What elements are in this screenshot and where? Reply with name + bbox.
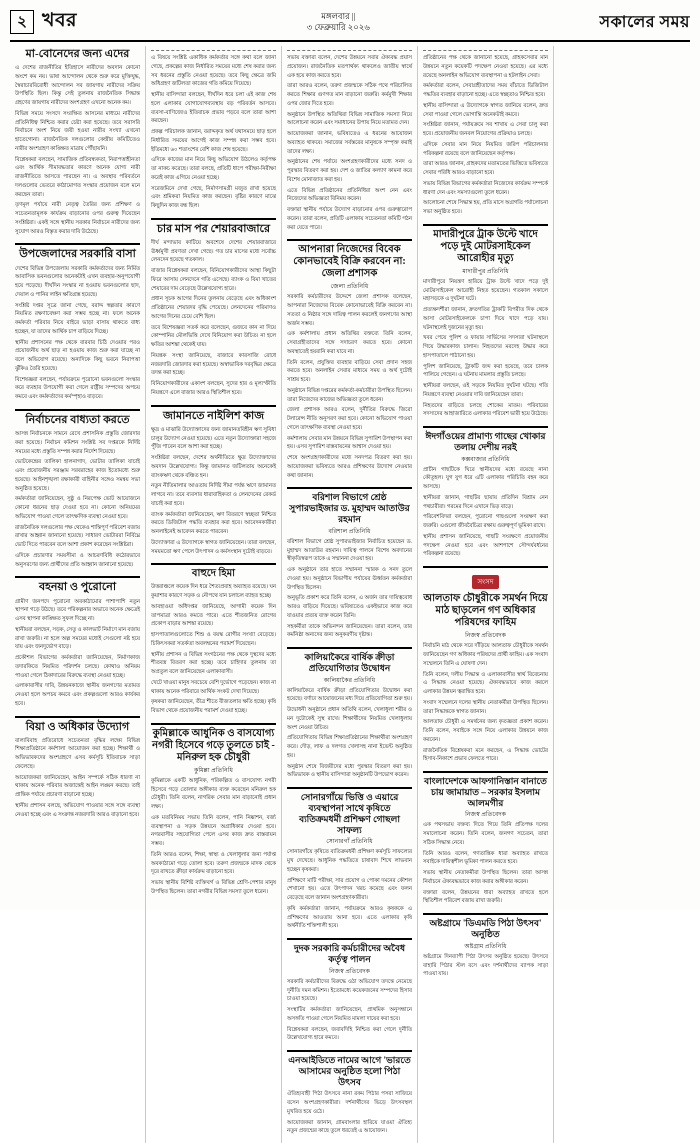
article-body <box>151 239 276 398</box>
article-byline: মাদারীপুর প্রতিনিধি <box>462 267 509 275</box>
article-paragraph: ঐতিহ্যবাহী পিঠা উৎসবে নানা রকম পিঠার পসরা সাজিয়ে বসেন অংশগ্রহণকারীরা। দর্শনার্থীদের ভিড়ে উৎসবস্থল মুখরিত হয়ে ওঠে। <box>287 1091 412 1115</box>
article-body <box>423 953 548 979</box>
article-paragraph: নির্বাচনি মাঠ থেকে সরে দাঁড়িয়ে আলতাফ চৌধুরীকে সমর্থন জানিয়েছেন গণ অধিকার পরিষদের প্রার্থী ফাহিম। এক সংবাদ সম্মেলনে তিনি এ ঘোষণা দেন। <box>423 643 548 667</box>
article <box>287 787 412 931</box>
section-divider <box>423 426 548 428</box>
article <box>287 487 412 640</box>
article-paragraph: সরকারি কর্মচারীদের উদ্দেশে জেলা প্রশাসক বলেছেন, আপনারা নিজেদের বিবেক কোনোভাবেই বিক্রি করবেন না। সততা ও নিষ্ঠার সঙ্গে দায়িত্ব পালন করলেই জনগণের আস্থা অর্জন সম্ভব। <box>287 294 412 327</box>
section-divider <box>423 224 548 226</box>
article-paragraph: সভায় বিভিন্ন বিভাগের কর্মকর্তারা নিজেদের কার্যক্রম সম্পর্কে ধারণা দেন এবং সমস্যাগুলো তুলে ধরেন। <box>423 180 548 196</box>
article-paragraph: গ্রামীণ জনপদে পুরোনো অবকাঠামোর পাশাপাশি নতুন স্থাপনা গড়ে উঠছে। তবে পরিকল্পনার অভাবে অনেক ক্ষেত্রেই এসব স্থাপনা কাঙ্ক্ষিত সুফল দিচ্ছে না। <box>15 598 140 622</box>
article-paragraph: তবে বিশেষজ্ঞরা সতর্ক করে বলেছেন, গুজবে কান না দিয়ে কোম্পানির মৌলভিত্তি দেখে বিনিয়োগ করা উচিত। না হলে ক্ষতির আশঙ্কা থেকেই যায়। <box>151 324 276 349</box>
article-paragraph: খবর পেয়ে পুলিশ ও ফায়ার সার্ভিসের সদস্যরা ঘটনাস্থলে গিয়ে উদ্ধারকাজ চালান। নিহতদের মরদেহ উদ্ধার করে হাসপাতালে পাঠানো হয়। <box>423 335 548 359</box>
article-byline: কালিয়াকৈর প্রতিনিধি <box>323 676 376 684</box>
article-paragraph: তারা আরও জানান, গ্রাহকদের মতামতের ভিত্তিতে ভবিষ্যতে সেবার পরিধি আরও বাড়ানো হবে। <box>423 161 548 176</box>
article-paragraph: সভায় বক্তারা বলেন, দেশের উন্নয়নে সবার ঐক্যবদ্ধ প্রয়াস প্রয়োজন। রাজনৈতিক মতপার্থক্য থাকলেও জাতীয় স্বার্থে এক হয়ে কাজ করতে হবে। <box>287 55 412 79</box>
section-divider <box>15 243 140 245</box>
article <box>287 647 412 780</box>
column-3 <box>282 46 418 1143</box>
article-paragraph: তিনি বলেন, দলীয় সিদ্ধান্ত ও এলাকাবাসীর স্বার্থ বিবেচনায় এ সিদ্ধান্ত নেওয়া হয়েছে। ঐক্যবদ্ধভাবে কাজ করলে এলাকার উন্নয়ন ত্বরান্বিত হবে। <box>423 671 548 696</box>
article-paragraph: উদ্বোধনী অনুষ্ঠানে প্রধান অতিথি বলেন, খেলাধুলা শরীর ও মন দুটোকেই সুস্থ রাখে। শিক্ষার্থীদের নিয়মিত খেলাধুলায় অংশ নেওয়া উচিত। <box>287 707 412 731</box>
article-body <box>15 64 140 236</box>
article-body <box>151 426 276 557</box>
article-paragraph: এ দেশের রাজনীতির ইতিহাসে নারীদের অবদান কোনো অংশে কম নয়। ভাষা আন্দোলন থেকে শুরু করে মুক্তিযুদ্ধ, স্বৈরাচারবিরোধী আন্দোলন সব জায়গায় নারীদের সক্রিয় উপস্থিতি ছিল। কিন্তু সেই তুলনায় রাজনৈতিক সিদ্ধান্ত গ্রহণের জায়গায় নারীদের অংশগ্রহণ এখনো অনেক কম। <box>15 65 140 107</box>
article-paragraph: সহকর্মীরা তাকে অভিনন্দন জানিয়েছেন। তারা বলেন, তার কর্মনিষ্ঠা অন্যদের জন্য অনুকরণীয় দৃষ্টান্ত। <box>287 623 412 639</box>
article-paragraph: স্থানীয় প্রশাসন জানিয়েছে, গাছটি সংরক্ষণে প্রয়োজনীয় পদক্ষেপ নেওয়া হবে এবং আশপাশে সৌন্দর্যবর্ধনের পরিকল্পনা রয়েছে। <box>423 533 548 558</box>
article-body <box>423 278 548 419</box>
article-paragraph: আলতাফ চৌধুরী এ সমর্থনের জন্য কৃতজ্ঞতা প্রকাশ করেন। তিনি বলেন, সবাইকে সঙ্গে নিয়ে এলাকার উন্নয়নে কাজ করবেন। <box>423 719 548 743</box>
article-headline: বরিশাল বিভাগে শ্রেষ্ঠ সুপারভাইজার ড. মুহাম্মদ আতাউর রহমান <box>289 492 410 524</box>
article-body <box>287 687 412 781</box>
article-paragraph: বিশ্লেষকরা বলছেন, জবাবদিহি নিশ্চিত করা গেলে দুর্নীতি উল্লেখযোগ্য হারে কমবে। <box>287 1026 412 1042</box>
article-paragraph: অষ্টগ্রামে দিনব্যাপী পিঠা উৎসব অনুষ্ঠিত হয়েছে। উৎসবে বাহারি পিঠার স্টল বসে এবং দর্শনার্থীদের ব্যাপক সাড়া পাওয়া যায়। <box>423 953 548 978</box>
article-headline: উপজেলাদের সরকারি বাসা <box>19 248 136 261</box>
article-paragraph: আবহাওয়া অধিদপ্তর জানিয়েছে, আগামী কয়েক দিন তাপমাত্রা আরও কমতে পারে। এতে শীতজনিত রোগের প্রকোপ বাড়ার আশঙ্কা রয়েছে। <box>151 603 276 628</box>
article-byline: নিজস্ব প্রতিবেদক <box>465 811 506 819</box>
article-paragraph: শেষে অংশগ্রহণকারীদের মধ্যে সনদপত্র বিতরণ করা হয়। আয়োজকরা ভবিষ্যতে আরও প্রশিক্ষণের উদ্যোগ নেওয়ার কথা জানান। <box>287 455 412 479</box>
article-paragraph: সোনারগাঁয়ে কৃষিতে ব্যতিক্রমধর্মী প্রশিক্ষণ কর্মসূচি সাফল্যের মুখ দেখেছে। আধুনিক পদ্ধতিতে চাষাবাদ শিখে লাভবান হচ্ছেন কৃষকরা। <box>287 849 412 873</box>
article-paragraph: প্রাচীন গাছটিকে ঘিরে স্থানীয়দের মধ্যে রয়েছে নানা কৌতূহল। যুগ যুগ ধরে এটি এলাকার পরিচিতি বহন করে আসছে। <box>423 466 548 491</box>
article-paragraph: আলোচনা শেষে সিদ্ধান্ত হয়, প্রতি মাসে অগ্রগতি পর্যালোচনা সভা অনুষ্ঠিত হবে। <box>423 200 548 215</box>
article-paragraph: স্থানীয় প্রশাসন বলছে, অভিযোগ পাওয়ার সঙ্গে সঙ্গে ব্যবস্থা নেওয়া হচ্ছে এবং এ সংক্রান্ত নজরদারি আরও বাড়ানো হবে। <box>15 802 140 818</box>
article-paragraph: স্থানীয়রা বলছেন, সড়ক, সেতু ও কালভার্ট নির্মাণে মান বজায় রাখা জরুরি। না হলে অল্প সময়ের মধ্যেই সেগুলো নষ্ট হয়ে যায় এবং জনদুর্ভোগ বাড়ে। <box>15 626 140 651</box>
page-number: ২ <box>10 10 34 34</box>
article-paragraph: এলাকাবাসীর দাবি, উন্নয়নকাজে স্থানীয় জনগণের মতামত নেওয়া হলে অপচয় কমবে এবং প্রকল্পগুলো আরও কার্যকর হবে। <box>15 683 140 707</box>
column-2 <box>146 46 282 1143</box>
section-divider <box>151 563 276 565</box>
article-paragraph: হাসপাতালগুলোতে শিশু ও বয়স্ক রোগীর সংখ্যা বেড়েছে। চিকিৎসকরা সতর্কতা অবলম্বনের পরামর্শ দিয়েছেন। <box>151 632 276 647</box>
article-paragraph: দেশের বিভিন্ন উপজেলায় সরকারি কর্মকর্তাদের জন্য নির্মিত আবাসিক ভবনগুলোর অনেকটাই এখন ব্যবহার-অনুপযোগী হয়ে পড়েছে। দীর্ঘদিন সংস্কার না হওয়ায় ভবনগুলোর ছাদ, দেয়াল ও পানির লাইন ক্ষতিগ্রস্ত হয়েছে। <box>15 265 140 298</box>
article-paragraph: অনুষ্ঠানের শেষ পর্যায়ে অংশগ্রহণকারীদের মধ্যে সনদ ও পুরস্কার বিতরণ করা হয়। দেশ ও জাতির কল্যাণ কামনা করে বিশেষ মোনাজাত করা হয়। <box>287 159 412 183</box>
article-headline: মাদারীপুরে ট্রাক উল্টে খাদে পড়ে দুই মোটরসাইকেল আরোহীর মৃত্যু <box>433 228 538 264</box>
article-headline: সোনারগাঁয়ে ভিত্তি ও এয়ারে ব্যবস্থাপনা সাথে কৃষিতে ব্যতিক্রমধর্মী প্রশিক্ষণ গোছলা সাফল্য <box>299 792 400 835</box>
article-paragraph: রাজনৈতিক বিশ্লেষকরা মনে করছেন, এ সিদ্ধান্ত ভোটের হিসাব-নিকাশে প্রভাব ফেলতে পারে। <box>423 747 548 763</box>
article-body <box>423 642 548 764</box>
section-divider <box>287 50 412 51</box>
article-paragraph: প্রকৌশল বিভাগের কর্মকর্তারা জানিয়েছেন, নির্মাণকাজ তদারকিতে নিয়মিত পরিদর্শন চলছে। কোথাও অনিয়ম পাওয়া গেলে ঠিকাদারের বিরুদ্ধে ব্যবস্থা নেওয়া হচ্ছে। <box>15 655 140 679</box>
article <box>287 1050 412 1136</box>
article-byline: অষ্টগ্রাম প্রতিনিধি <box>464 942 507 950</box>
article-byline: বরিশাল প্রতিনিধি <box>328 527 371 535</box>
article-paragraph: দীর্ঘ মন্দাভাব কাটিয়ে অবশেষে দেশের শেয়ারবাজারে ঊর্ধ্বমুখী প্রবণতা দেখা গেছে। গত চার মাসের মধ্যে সর্বোচ্চ লেনদেন হয়েছে গতকাল। <box>151 239 276 264</box>
article-badge: সংসদ <box>472 575 500 589</box>
article-paragraph: তৃণমূল পর্যায়ে নারী নেতৃত্ব তৈরির জন্য প্রশিক্ষণ ও সচেতনতামূলক কার্যক্রম বাড়ানোর ওপর গুরুত্ব দিয়েছেন সংশ্লিষ্টরা। একই সঙ্গে স্থানীয় সরকার নির্বাচনে নারীদের জন্য সুযোগ আরও বিস্তৃত করার দাবি উঠেছে। <box>15 202 140 235</box>
article-byline: কুমিল্লা প্রতিনিধি <box>193 766 233 774</box>
section-divider <box>15 716 140 718</box>
article <box>15 576 140 708</box>
section-divider <box>287 1050 412 1052</box>
article <box>423 566 548 764</box>
article-headline: চার মাস পর শেয়ারবাজারে <box>156 222 270 235</box>
article-paragraph: খেটে খাওয়া মানুষ সবচেয়ে বেশি দুর্ভোগে পড়েছেন। কাজ না থাকায় অনেক পরিবারে আর্থিক সংকট দেখা দিয়েছে। <box>151 679 276 695</box>
article-paragraph: বাল্যবিবাহ প্রতিরোধে সচেতনতা বৃদ্ধির লক্ষ্যে বিভিন্ন শিক্ষাপ্রতিষ্ঠানে কর্মশালা আয়োজন করা হচ্ছে। শিক্ষার্থী ও অভিভাবকদের অংশগ্রহণে এসব কর্মসূচি ইতিবাচক সাড়া ফেলেছে। <box>15 737 140 770</box>
article-paragraph: এদিকে প্রচারণার সময়সীমা ও আচরণবিধি কঠোরভাবে অনুসরণের জন্য প্রার্থীদের প্রতি আহ্বান জানানো হয়েছে। <box>15 552 140 568</box>
article-paragraph: আয়োজকরা জানান, গ্রামবাংলার হারিয়ে যাওয়া ঐতিহ্য নতুন প্রজন্মের কাছে তুলে ধরতেই এ আয়োজন। <box>287 1119 412 1135</box>
article-headline: এনআইডিতে নামের আগে 'ভারতে আসামের অনুষ্ঠিত হলো পিঠা উৎসব <box>288 1055 411 1087</box>
section-divider <box>287 938 412 940</box>
article-paragraph: তিনি আরও বলেন, গণতান্ত্রিক ধারা অব্যাহত রাখতে সবাইকে দায়িত্বশীল ভূমিকা পালন করতে হবে। <box>423 850 548 866</box>
article-paragraph: নতুন নীতিমালার আওতায় নির্দিষ্ট সীমা পর্যন্ত ঋণে জামানত লাগবে না। তবে ব্যবসার ধারাবাহিকতা ও লেনদেনের রেকর্ড যাচাই করা হবে। <box>151 483 276 507</box>
article-headline: দুদক সরকারি কর্মচারীদের অবৈধ কর্তৃত্ব পালন <box>293 943 406 964</box>
article-paragraph: নিহতদের বাড়িতে চলছে শোকের মাতম। পরিবারের সদস্যদের আহাজারিতে এলাকার পরিবেশ ভারী হয়ে উঠেছে। <box>423 402 548 418</box>
article-paragraph: পরিবেশবিদরা বলছেন, পুরোনো গাছগুলো সংরক্ষণ করা জরুরি। এগুলো জীববৈচিত্র্য রক্ষায় গুরুত্বপূর্ণ ভূমিকা রাখে। <box>423 514 548 530</box>
article-paragraph: স্থানীয় বাসিন্দারা এ উদ্যোগকে স্বাগত জানিয়ে বলেন, দ্রুত সেবা পাওয়া গেলে ভোগান্তি অনেকটাই কমবে। <box>423 102 548 118</box>
column-1 <box>10 46 146 1143</box>
article-paragraph: কালিয়াকৈরে বার্ষিক ক্রীড়া প্রতিযোগিতার উদ্বোধন করা হয়েছে। বর্ণাঢ্য আয়োজনের মধ্য দিয়ে প্রতিযোগিতা শুরু হয়। <box>287 687 412 703</box>
section-divider <box>287 239 412 241</box>
article-paragraph: ভোটকেন্দ্রের তালিকা হালনাগাদ, ভোটার তালিকা যাচাই এবং প্রয়োজনীয় সরঞ্জাম সরবরাহের কাজ ইতোমধ্যে শুরু হয়েছে। আইনশৃঙ্খলা রক্ষাকারী বাহিনীর সঙ্গেও সমন্বয় সভা অনুষ্ঠিত হয়েছে। <box>15 459 140 492</box>
article-paragraph: বক্তারা বলেন, উন্নয়নের ধারা অব্যাহত রাখতে হলে স্থিতিশীল পরিবেশ বজায় রাখা জরুরি। <box>423 889 548 905</box>
article-paragraph: এক পথসভায় বক্তব্য দিতে গিয়ে তিনি প্রতিপক্ষ দলের সমালোচনা করেন। তিনি বলেন, জনগণ সচেতন, তারা সঠিক সিদ্ধান্ত নেবে। <box>423 822 548 846</box>
section-divider <box>151 405 276 407</box>
article-body <box>287 538 412 640</box>
article-paragraph: স্থানীয়রা বলছেন, ওই সড়কে নিয়মিত দুর্ঘটনা ঘটছে। গতি নিয়ন্ত্রণে ব্যবস্থা নেওয়ার দাবি জানিয়েছেন তারা। <box>423 383 548 398</box>
article-body <box>423 466 548 560</box>
article-paragraph: স্থানীয় প্রশাসনের পক্ষ থেকে বারবার চিঠি দেওয়ার পরও প্রয়োজনীয় অর্থ ছাড় না হওয়ায় কাজ শুরু করা যাচ্ছে না বলে অভিযোগ রয়েছে। অন্যদিকে কিছু ভবনে নিরাপত্তা ঝুঁকিও তৈরি হয়েছে। <box>15 339 140 372</box>
article-paragraph: সরেজমিনে দেখা গেছে, নির্মাণসামগ্রী মজুত রাখা হয়েছে এবং শ্রমিকরা নিয়মিত কাজ করছেন। বৃষ্টির কারণে মাঝে কিছুদিন কাজ বন্ধ ছিল। <box>151 185 276 209</box>
masthead-left <box>10 6 77 38</box>
article-paragraph: এক মতবিনিময় সভায় তিনি বলেন, পানি নিষ্কাশন, বর্জ্য ব্যবস্থাপনা ও সড়ক উন্নয়নে অগ্রাধিকার দেওয়া হবে। নগরবাসীর সহযোগিতা পেলে এসব কাজ দ্রুত বাস্তবায়ন সম্ভব। <box>151 814 276 848</box>
article-paragraph: এ বিষয়ে সংশ্লিষ্ট একাধিক কর্মকর্তার সঙ্গে কথা বলে জানা গেছে, প্রকল্পের কাজ নির্ধারিত সময়ের মধ্যে শেষ করার জন্য সব ধরনের প্রস্তুতি নেওয়া হয়েছে। তবে কিছু ক্ষেত্রে জমি অধিগ্রহণ জটিলতা কাজের গতি কমিয়ে দিয়েছে। <box>151 55 276 88</box>
article-paragraph: বাজার বিশ্লেষকরা বলছেন, বিনিয়োগকারীদের আস্থা কিছুটা ফিরে আসায় লেনদেনে গতি এসেছে। ব্যাংক ও বিমা খাতের শেয়ারের দাম বেড়েছে উল্লেখযোগ্য হারে। <box>151 268 276 292</box>
section-divider <box>423 771 548 773</box>
section-title: খবর <box>42 10 78 31</box>
section-divider <box>287 787 412 789</box>
article-paragraph: প্রতিযোগিতায় বিভিন্ন শিক্ষাপ্রতিষ্ঠানের শিক্ষার্থীরা অংশগ্রহণ করে। দৌড়, লাফ ও দলগত খেলাসহ নানা ইভেন্ট অনুষ্ঠিত হয়। <box>287 735 412 759</box>
article-paragraph: ক্ষুদ্র ও মাঝারি উদ্যোক্তাদের জন্য জামানতবিহীন ঋণ সুবিধা চালুর উদ্যোগ নেওয়া হয়েছে। এতে নতুন উদ্যোক্তারা সহজে পুঁজি পাবেন বলে আশা করা হচ্ছে। <box>151 426 276 451</box>
article-paragraph: নিয়ন্ত্রক সংস্থা জানিয়েছে, বাজারে কারসাজি রোধে নজরদারি জোরদার করা হয়েছে। অস্বাভাবিক দরবৃদ্ধির ক্ষেত্রে তদন্ত করা হচ্ছে। <box>151 352 276 377</box>
article-headline: জামানতে নাইলিশ কাজ <box>162 409 265 422</box>
article-paragraph: সংস্থাটির কর্মকর্তারা জানিয়েছেন, প্রাথমিক অনুসন্ধানে অসঙ্গতি পাওয়া গেলে নিয়মিত মামলা দায়ের করা হবে। <box>287 1007 412 1022</box>
article <box>423 50 548 217</box>
masthead <box>10 6 690 42</box>
article <box>15 716 140 820</box>
article <box>423 913 548 979</box>
article-paragraph: রাজনৈতিক দলগুলোর পক্ষ থেকেও শান্তিপূর্ণ পরিবেশ বজায় রাখার আহ্বান জানানো হয়েছে। সাধারণ ভোটাররা নির্বিঘ্নে ভোট দিতে পারবেন বলে আশা প্রকাশ করেছেন সংশ্লিষ্টরা। <box>15 524 140 549</box>
section-divider <box>15 576 140 578</box>
article-paragraph: বরিশাল বিভাগে শ্রেষ্ঠ সুপারভাইজার নির্বাচিত হয়েছেন ড. মুহাম্মদ আতাউর রহমান। দায়িত্ব পালনে বিশেষ অবদানের স্বীকৃতিস্বরূপ তাকে এ সম্মাননা দেওয়া হয়। <box>287 538 412 563</box>
article-headline: বাহুদে হিমা <box>191 568 236 580</box>
article-paragraph: কৃষকরা জানিয়েছেন, তীব্র শীতে বীজতলার ক্ষতি হচ্ছে। কৃষি বিভাগ থেকে প্রয়োজনীয় পরামর্শ দেওয়া হচ্ছে। <box>151 699 276 715</box>
article-headline: বিয়া ও অধিকার উদ্যোগ <box>25 720 130 733</box>
column-grid <box>10 46 690 1135</box>
paper-name: সকালের সময় <box>599 13 690 31</box>
article-paragraph: প্রকল্প পরিচালক জানান, বরাদ্দকৃত অর্থ যথাসময়ে ছাড় হলে নির্ধারিত সময়ের আগেই কাজ সম্পন্ন করা সম্ভব হবে। ইতিমধ্যে ৬০ শতাংশের বেশি কাজ শেষ হয়েছে। <box>151 129 276 153</box>
article-paragraph: প্রশিক্ষণে মাটি পরীক্ষা, সার প্রয়োগ ও পোকা দমনের কৌশল শেখানো হয়। এতে উৎপাদন খরচ কমেছে এবং ফলন বেড়েছে বলে জানান অংশগ্রহণকারীরা। <box>287 877 412 902</box>
column-4 <box>418 46 554 1143</box>
article-paragraph: এদিকে কাজের মান নিয়ে কিছু অভিযোগ উঠলেও কর্তৃপক্ষ তা নাকচ করেছে। তারা বলছে, প্রতিটি ধাপে পরীক্ষা-নিরীক্ষা করেই কাজ এগিয়ে নেওয়া হচ্ছে। <box>151 157 276 181</box>
article-paragraph: তারা আরও বলেন, তরুণ প্রজন্মকে সঠিক পথে পরিচালিত করতে শিক্ষার গুণগত মান বাড়ানো জরুরি। কর্মমুখী শিক্ষার ওপর জোর দিতে হবে। <box>287 83 412 107</box>
article-body <box>287 54 412 232</box>
article-paragraph: উত্তরাঞ্চলে কয়েক দিন ধরে শৈত্যপ্রবাহ অব্যাহত রয়েছে। ঘন কুয়াশার কারণে সড়ক ও নৌপথে যান চলাচল ব্যাহত হচ্ছে। <box>151 584 276 600</box>
article-paragraph: পুলিশ জানিয়েছে, ট্রাকটি জব্দ করা হয়েছে, তবে চালক পালিয়ে গেছেন। এ ঘটনায় মামলার প্রস্তুতি চলছে। <box>423 363 548 379</box>
article-body <box>151 777 276 897</box>
article-paragraph: কৃষি কর্মকর্তারা জানান, পর্যায়ক্রমে আরও কৃষককে এ প্রশিক্ষণের আওতায় আনা হবে। এতে এলাকার কৃষি অর্থনীতি শক্তিশালী হবে। <box>287 905 412 930</box>
article-byline: কক্সবাজার প্রতিনিধি <box>461 455 510 463</box>
article-paragraph: সংশ্লিষ্টরা বলছেন, দেশের অর্থনীতিতে ক্ষুদ্র উদ্যোক্তাদের অবদান উল্লেখযোগ্য। কিন্তু জামানত জটিলতায় অনেকেই ব্যাংকঋণ থেকে বঞ্চিত হন। <box>151 455 276 479</box>
article-paragraph: সরকারি কর্মচারীদের বিরুদ্ধে ওঠা অভিযোগ তদন্তে নেমেছে দুর্নীতি দমন কমিশন। ইতোমধ্যে কয়েকজনের সম্পদের হিসাব চাওয়া হয়েছে। <box>287 978 412 1003</box>
article-paragraph: মাদারীপুরে নিয়ন্ত্রণ হারিয়ে ট্রাক উল্টে খাদে পড়ে দুই মোটরসাইকেল আরোহী নিহত হয়েছেন। গতকাল সকালে মহাসড়কে এ দুর্ঘটনা ঘটে। <box>423 278 548 303</box>
article <box>151 723 276 897</box>
article <box>287 938 412 1043</box>
article-headline: ঈদগাঁওয়ের প্রামাণ্য গাছের খোকার তলায় দেশীয় নরই <box>425 431 546 452</box>
article-body <box>287 1090 412 1136</box>
masthead-date <box>307 11 370 34</box>
article-byline: জেলা প্রতিনিধি <box>330 283 369 291</box>
article-paragraph: স্থানীয়রা জানান, গাছটির ছায়ায় প্রতিদিন বিশ্রাম নেন পথচারীরা। গরমের দিনে এখানে ভিড় বাড়ে। <box>423 494 548 510</box>
article-paragraph: বক্তারা স্থানীয় পর্যায়ে উদ্যোগ বাড়ানোর ওপর গুরুত্বারোপ করেন। তারা বলেন, প্রতিটি এলাকায় সচেতনতা কমিটি গঠন করা যেতে পারে। <box>287 207 412 231</box>
article-body <box>423 821 548 906</box>
article-paragraph: বিনিয়োগকারীদের একাংশ বলছেন, সুদের হার ও মূল্যস্ফীতি নিয়ন্ত্রণে এলে বাজার আরও স্থিতিশীল হবে। <box>151 381 276 396</box>
article-paragraph: তিনি আরও বলেন, শিক্ষা, স্বাস্থ্য ও খেলাধুলার জন্য পর্যাপ্ত অবকাঠামো গড়ে তোলা হবে। তরুণ প্রজন্মকে মাদক থেকে দূরে রাখতে ক্রীড়া কার্যক্রম বাড়ানো হবে। <box>151 851 276 876</box>
article <box>287 239 412 480</box>
article-headline: আলতাফ চৌধুরীকে সমর্থন দিয়ে মাঠ ছাড়লেন গণ অধিকার পরিষদের ফাহিম <box>423 593 548 629</box>
article-body <box>287 848 412 931</box>
date-line-2: ৩ ফেব্রুয়ারি ২০২৬ <box>306 22 370 32</box>
article-body <box>151 583 276 716</box>
article <box>151 405 276 557</box>
article <box>151 218 276 398</box>
article <box>423 224 548 419</box>
article-paragraph: প্রধান সূচক আগের দিনের তুলনায় বেড়েছে এবং অধিকাংশ প্রতিষ্ঠানের শেয়ারদর বৃদ্ধি পেয়েছে। লেনদেনের পরিমাণও আগের দিনের চেয়ে বেশি ছিল। <box>151 296 276 320</box>
article-paragraph: অনুষ্ঠান শেষে বিজয়ীদের মধ্যে পুরস্কার বিতরণ করা হয়। অভিভাবক ও স্থানীয় বাসিন্দারা অনুষ্ঠানটি উপভোগ করেন। <box>287 763 412 779</box>
column-5 <box>554 46 690 1143</box>
article-paragraph: অনুষ্ঠানে বিভিন্ন দপ্তরের কর্মকর্তা-কর্মচারীরা উপস্থিত ছিলেন। তারা নিজেদের কাজের অভিজ্ঞতা তুলে ধরেন। <box>287 387 412 403</box>
article-paragraph: কর্মকর্তারা জানিয়েছেন, সুষ্ঠু ও নিরপেক্ষ ভোট আয়োজনে কোনো ধরনের ছাড় দেওয়া হবে না। কোনো অনিয়মের অভিযোগ পাওয়া গেলে তাৎক্ষণিক ব্যবস্থা নেওয়া হবে। <box>15 496 140 520</box>
article-body <box>151 54 276 211</box>
article-headline: আপনারা নিজেদের বিবেক কোনভাবেই বিক্রি করবেন না: জেলা প্রশাসক <box>293 244 406 280</box>
section-divider <box>287 647 412 649</box>
article-paragraph: সভায় স্থানীয় নেতাকর্মীরা উপস্থিত ছিলেন। তারা আসন্ন নির্বাচনে ঐক্যবদ্ধভাবে কাজ করার অঙ্গীকার করেন। <box>423 870 548 885</box>
section-divider <box>151 50 276 51</box>
article-paragraph: আয়োজকরা জানান, ভবিষ্যতেও এ ধরনের আয়োজন অব্যাহত থাকবে। সমাজের সর্বস্তরের মানুষকে সম্পৃক্ত করাই তাদের লক্ষ্য। <box>287 131 412 155</box>
article <box>151 563 276 716</box>
article-paragraph: সংবাদ সম্মেলনে দলের স্থানীয় নেতাকর্মীরা উপস্থিত ছিলেন। তারা সিদ্ধান্তকে স্বাগত জানান। <box>423 699 548 715</box>
article-headline: মা-বোনেদের জন্য এদের <box>25 48 130 60</box>
article-body <box>423 54 548 217</box>
article-paragraph: এক কর্মশালায় প্রধান অতিথির বক্তব্যে তিনি বলেন, সেবাগ্রহীতাদের সঙ্গে সদাচরণ করতে হবে। কোনো অবস্থাতেই হয়রানি করা যাবে না। <box>287 331 412 355</box>
article-headline: বহনয়া ও পুরোনো <box>38 581 117 594</box>
article-body <box>15 598 140 709</box>
section-divider <box>423 566 548 568</box>
section-divider <box>151 218 276 220</box>
article-headline: বাংলাদেশকে আফগানিস্তান বানাতে চায় জামায়াত – সরকার ইসলাম আলমগীর <box>424 776 547 808</box>
section-divider <box>15 409 140 411</box>
article-body <box>15 265 140 402</box>
article-byline: নিজস্ব প্রতিবেদক <box>465 632 506 640</box>
article-paragraph: স্থানীয় বাসিন্দারা বলছেন, দীর্ঘদিন ধরে চলা এই কাজ শেষ হলে এলাকার যোগাযোগব্যবস্থায় বড় পরিবর্তন আসবে। ব্যবসা-বাণিজ্যেও ইতিবাচক প্রভাব পড়বে বলে তারা আশা করছেন। <box>151 92 276 125</box>
section-divider <box>423 50 548 51</box>
article-paragraph: বিশেষজ্ঞরা বলছেন, পর্যায়ক্রমে পুরোনো ভবনগুলো সংস্কার করে ব্যবহার উপযোগী করা গেলে রাষ্ট্রীয় সম্পদের অপচয় কমবে এবং কর্মকর্তাদের কর্মস্পৃহাও বাড়বে। <box>15 376 140 401</box>
article-paragraph: বিশ্লেষকরা বলছেন, সামাজিক প্রতিবন্ধকতা, নিরাপত্তাহীনতা এবং আর্থিক সীমাবদ্ধতার কারণে অনেক যোগ্য নারী রাজনীতিতে আসতে পারছেন না। এ অবস্থার পরিবর্তনে দলগুলোর ভেতরে কাঠামোগত সংস্কার প্রয়োজন বলে মনে করছেন তারা। <box>15 156 140 198</box>
article-headline: নির্বাচনের বাধ্যতা করতে <box>25 413 130 426</box>
article <box>15 48 140 236</box>
section-divider <box>287 487 412 489</box>
article-body <box>15 737 140 820</box>
article-paragraph: কুমিল্লাকে একটি আধুনিক, পরিকল্পিত ও বাসযোগ্য নগরী হিসেবে গড়ে তোলার অঙ্গীকার ব্যক্ত করেছেন মনিরুল হক চৌধুরী। তিনি বলেন, নাগরিক সেবার মান বাড়ানোই প্রধান লক্ষ্য। <box>151 777 276 811</box>
article <box>15 243 140 401</box>
article-paragraph: আয়োজকরা জানিয়েছেন, আইন সম্পর্কে সঠিক ধারণা না থাকায় অনেক পরিবার অজান্তেই আইন লঙ্ঘন করছে। তাই প্রান্তিক পর্যায়ে প্রচারণা বাড়ানো হচ্ছে। <box>15 774 140 799</box>
article-body <box>287 293 412 480</box>
section-divider <box>151 723 276 725</box>
article-paragraph: ব্যাংক কর্মকর্তারা জানিয়েছেন, ঋণ বিতরণে স্বচ্ছতা নিশ্চিত করতে ডিজিটাল পদ্ধতি ব্যবহার করা হবে। আবেদনকারীরা অনলাইনেই আবেদন করতে পারবেন। <box>151 511 276 536</box>
article-paragraph: অনুভূতি প্রকাশ করে তিনি বলেন, এ অর্জন তার দায়িত্ববোধ আরও বাড়িয়ে দিয়েছে। ভবিষ্যতেও একইভাবে কাজ করে যাওয়ার প্রত্যয় ব্যক্ত করেন তিনি। <box>287 595 412 619</box>
article-headline: অষ্টগ্রামে 'ডিএমডি পিঠা উৎসব' অনুষ্ঠিত <box>429 918 542 940</box>
article-headline: কুমিল্লাকে আধুনিক ও বাসযোগ্য নগরী হিসেবে গড়ে তুলতে চাই - মনিরুল হক চৌধুরী <box>152 727 275 763</box>
article-paragraph: কর্মকর্তারা বলেন, সেবাগ্রহীতাদের সময় বাঁচাতে ডিজিটাল পদ্ধতির ব্যবহার বাড়ানো হচ্ছে। এতে স্বচ্ছতাও নিশ্চিত হবে। <box>423 83 548 98</box>
article <box>15 409 140 569</box>
article <box>151 50 276 211</box>
article-paragraph: আসন্ন নির্বাচনকে সামনে রেখে প্রশাসনিক প্রস্তুতি জোরদার করা হয়েছে। নির্বাচন কমিশন সংশ্লিষ্ট সব দপ্তরকে নির্দিষ্ট সময়ের মধ্যে প্রস্তুতি সম্পন্ন করার নির্দেশ দিয়েছে। <box>15 431 140 455</box>
article-paragraph: সংশ্লিষ্ট দপ্তর সূত্রে জানা গেছে, বরাদ্দ স্বল্পতার কারণে নিয়মিত রক্ষণাবেক্ষণ করা সম্ভব হচ্ছে না। ফলে অনেক কর্মকর্তা পরিবার নিয়ে বাইরে ভাড়া বাসায় থাকতে বাধ্য হচ্ছেন, যা তাদের আর্থিক চাপ বাড়িয়ে দিচ্ছে। <box>15 302 140 335</box>
article-paragraph: বিভিন্ন সময়ে সংসদে সংরক্ষিত আসনের মাধ্যমে নারীদের প্রতিনিধিত্ব নিশ্চিত করার চেষ্টা করা হয়েছে। তবে সরাসরি নির্বাচনে অংশ নিয়ে জয়ী হওয়া নারীর সংখ্যা এখনো হাতেগোনা। রাজনৈতিক দলগুলোর কেন্দ্রীয় কমিটিতেও নারীর অংশগ্রহণ কাঙ্ক্ষিত মাত্রায় পৌঁছায়নি। <box>15 110 140 152</box>
article-byline: সোনারগাঁ প্রতিনিধি <box>326 838 373 846</box>
article-body <box>15 430 140 569</box>
article-headline: কালিয়াকৈরে বার্ষিক ক্রীড়া প্রতিযোগিতার উদ্বোধন <box>304 652 395 673</box>
article-paragraph: প্রতিষ্ঠানের পক্ষ থেকে জানানো হয়েছে, গ্রাহকসেবার মান উন্নয়নে নতুন কয়েকটি পদক্ষেপ নেওয়া হয়েছে। এর মধ্যে রয়েছে অনলাইন অভিযোগ ব্যবস্থাপনা ও হটলাইন সেবা। <box>423 55 548 79</box>
article-paragraph: জেলা প্রশাসক আরও বলেন, দুর্নীতির বিরুদ্ধে জিরো টলারেন্স নীতি অনুসরণ করা হবে। কোনো অভিযোগ পাওয়া গেলে তাৎক্ষণিক ব্যবস্থা নেওয়া হবে। <box>287 407 412 431</box>
article-paragraph: প্রত্যক্ষদর্শীরা জানান, দ্রুতগতির ট্রাকটি বিপরীত দিক থেকে আসা মোটরসাইকেলকে চাপা দিয়ে খাদে পড়ে যায়। ঘটনাস্থলেই দুজনের মৃত্যু হয়। <box>423 307 548 331</box>
article-paragraph: উদ্যোক্তারা এ উদ্যোগকে স্বাগত জানিয়েছেন। তারা বলছেন, সময়মতো ঋণ পেলে উৎপাদন ও কর্মসংস্থান দুটোই বাড়বে। <box>151 539 276 555</box>
date-line-1: মঙ্গলবার || <box>321 10 356 21</box>
article-body <box>287 978 412 1043</box>
article <box>423 426 548 559</box>
article-paragraph: এতে বিভিন্ন প্রতিষ্ঠানের প্রতিনিধিরা অংশ নেন এবং নিজেদের অভিজ্ঞতা বিনিময় করেন। <box>287 187 412 203</box>
article-paragraph: এদিকে সেবার মান নিয়ে নিয়মিত জরিপ পরিচালনার পরিকল্পনা রয়েছে বলে জানিয়েছেন কর্তৃপক্ষ। <box>423 141 548 157</box>
article-paragraph: সংশ্লিষ্টরা জানান, পর্যায়ক্রমে সব শাখায় এ সেবা চালু করা হবে। প্রয়োজনীয় জনবল নিয়োগের প্রক্রিয়াও চলছে। <box>423 122 548 137</box>
article <box>423 771 548 906</box>
article-paragraph: কর্মশালায় সেবার মান উন্নয়নে বিভিন্ন সুপারিশ উপস্থাপন করা হয়। এসব সুপারিশ বাস্তবায়নের আশ্বাস দেওয়া হয়। <box>287 435 412 451</box>
article-paragraph: স্থানীয় প্রশাসন ও বিভিন্ন সংগঠনের পক্ষ থেকে দুস্থদের মধ্যে শীতবস্ত্র বিতরণ করা হচ্ছে। তবে চাহিদার তুলনায় তা অপ্রতুল বলে জানিয়েছেন এলাকাবাসী। <box>151 651 276 676</box>
article-paragraph: অনুষ্ঠানে উপস্থিত অতিথিরা বিভিন্ন সামাজিক সমস্যা নিয়ে আলোচনা করেন এবং সমাধানের উপায় নিয়ে মতামত দেন। <box>287 111 412 127</box>
article-paragraph: তিনি বলেন, প্রযুক্তির ব্যবহার বাড়িয়ে সেবা প্রদান সহজ করতে হবে। অনলাইন সেবার মাধ্যমে সময় ও অর্থ দুটোই সাশ্রয় হবে। <box>287 359 412 384</box>
section-divider <box>423 913 548 915</box>
article-paragraph: এক অনুষ্ঠানে তার হাতে সম্মাননা স্মারক ও সনদ তুলে দেওয়া হয়। অনুষ্ঠানে বিভাগীয় পর্যায়ের ঊর্ধ্বতন কর্মকর্তারা উপস্থিত ছিলেন। <box>287 567 412 591</box>
article-byline: নিজস্ব প্রতিবেদক <box>329 967 370 975</box>
article <box>287 50 412 232</box>
article-paragraph: সভায় স্থানীয় বিশিষ্ট ব্যক্তিবর্গ ও বিভিন্ন শ্রেণি-পেশার মানুষ উপস্থিত ছিলেন। তারা নগরীর বিভিন্ন সমস্যা তুলে ধরেন। <box>151 880 276 895</box>
